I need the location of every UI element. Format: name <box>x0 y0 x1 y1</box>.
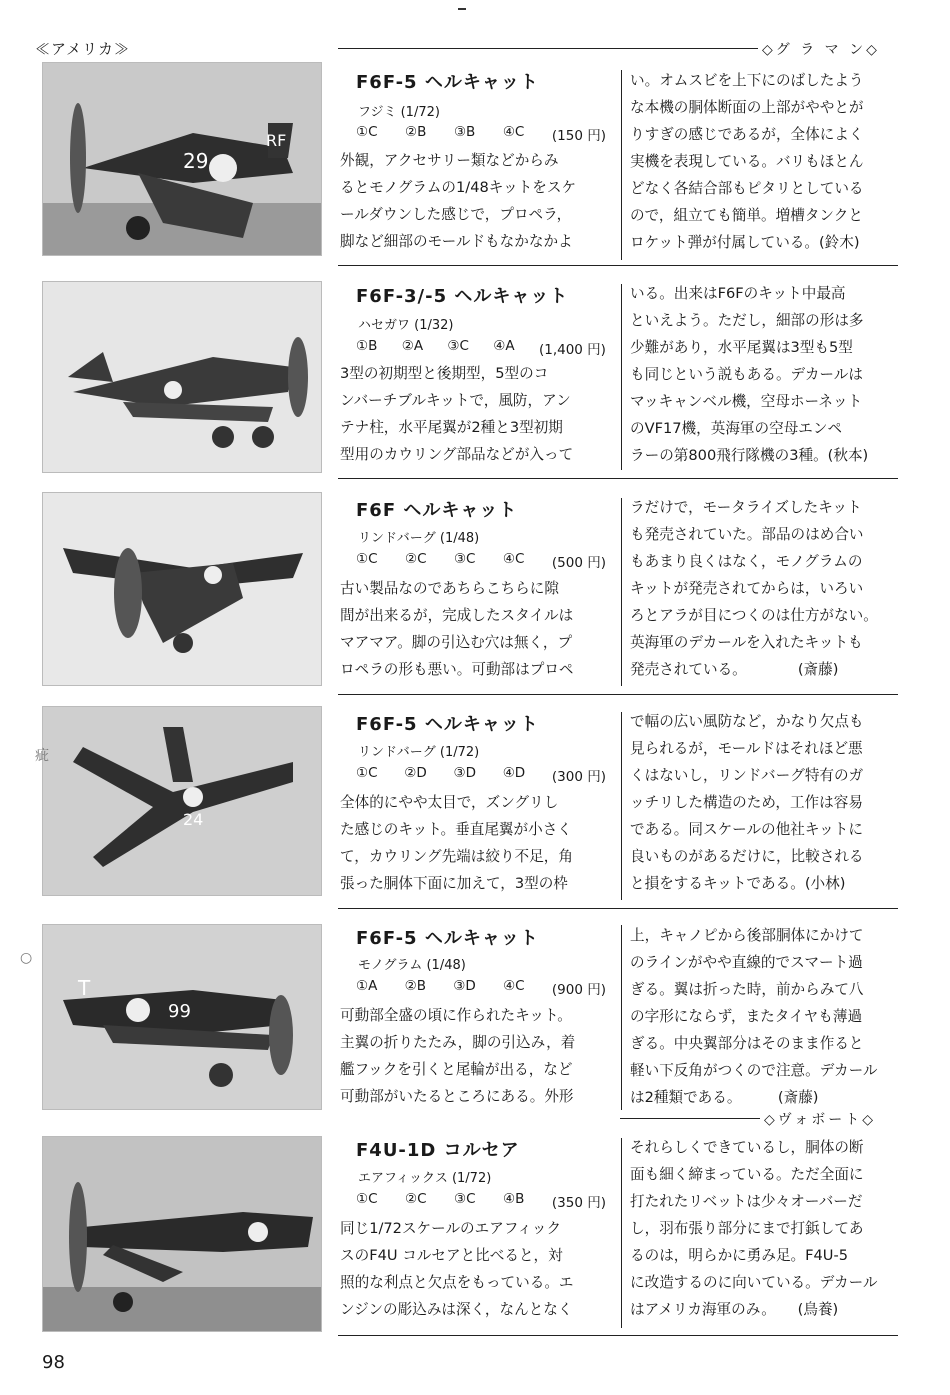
entry-body-left: 可動部全盛の頃に作られたキット。 主翼の折りたたみ，脚の引込み，着 艦フックを引くと尾輪が出る，など 可動部がいたるところにある。外形 <box>340 1007 576 1105</box>
aircraft-photo-f6f-lindberg-48 <box>42 492 322 686</box>
rating: ②D <box>404 765 427 781</box>
scan-mark: 疵 <box>35 748 49 764</box>
marking-99: 99 <box>168 1001 191 1022</box>
price: (1,400 円) <box>538 342 606 358</box>
rating: ①A <box>356 978 378 994</box>
marking-29: 29 <box>183 149 209 173</box>
top-print-mark <box>458 8 466 10</box>
rating: ③D <box>453 765 476 781</box>
column-divider <box>621 712 622 900</box>
scan-mark: ○ <box>20 950 33 966</box>
rating: ①B <box>356 338 378 354</box>
entry-body-right: で幅の広い風防など，かなり欠点も 見られるが，モールドはそれほど悪 くはないし，リンドバーグ特有のガ ッチリした構造のため，工作は容易 である。同スケールの他社キットに 良いものがあるだけに，比較される と損をするキットである。(小林) <box>630 713 864 892</box>
rating: ③C <box>453 551 476 567</box>
rating: ④C <box>502 124 525 140</box>
rating: ③C <box>454 1191 476 1207</box>
aircraft-photo-f4u1d-airfix <box>42 1136 322 1332</box>
marking-24: 24 <box>183 810 204 829</box>
entry-body-left: 古い製品なのであちらこちらに隙 間が出来るが，完成したスタイルは マアマア。脚の引込む穴は無く，プ ロペラの形も悪い。可動部はプロペ <box>340 580 574 678</box>
rating: ④B <box>503 1191 525 1207</box>
entry-maker: リンドバーグ (1/72) <box>358 745 480 760</box>
entry-ratings <box>356 338 606 358</box>
page-number: 98 <box>42 1352 65 1373</box>
entry-body-right: それらしくできているし，胴体の断 面も細く締まっている。ただ全面に 打たれたリベットは少々オーバーだ し，羽布張り部分にまで打鋲してあ るのは，明らかに勇み足。F4U-5 に改造するのに向いている。デカール はアメリカ海軍のみ。 (鳥養) <box>630 1139 878 1318</box>
rating: ④D <box>502 765 526 781</box>
region-label: ≪アメリカ≫ <box>35 40 130 58</box>
vought-rule <box>620 1118 760 1119</box>
entry-title: F4U-1D コルセア <box>356 1140 520 1161</box>
rating: ②C <box>404 551 427 567</box>
entry-maker: エアフィックス (1/72) <box>358 1171 492 1186</box>
rating: ①C <box>356 124 378 140</box>
entry-separator <box>338 1335 898 1336</box>
entry-ratings <box>356 551 606 571</box>
column-divider <box>621 1138 622 1328</box>
rating: ④C <box>502 551 525 567</box>
entry-body-left: 3型の初期型と後期型，5型のコ ンバーチブルキットで，風防，アン テナ柱，水平尾翼が2種と3型初期 型用のカウリング部品などが入って <box>340 365 574 463</box>
entry-title: F6F-5 ヘルキャット <box>356 714 539 735</box>
entry-ratings <box>356 978 606 998</box>
entry-ratings <box>356 124 606 144</box>
manufacturer-label-grumman: ◇グ ラ マ ン◇ <box>758 39 880 59</box>
entry-separator <box>338 694 898 695</box>
aircraft-photo-f6f5-monogram <box>42 924 322 1110</box>
header-rule <box>338 48 758 49</box>
rating: ④C <box>503 978 525 994</box>
entry-body-right: ラだけで，モータライズしたキット も発売されていた。部品のはめ合い もあまり良くはなく，モノグラムの キットが発売されてからは，いろい ろとアラが目につくのは仕方がない。 英海軍のデカールを入れたキットも 発売されている。 (斎藤) <box>630 499 878 678</box>
rating: ②A <box>401 338 424 354</box>
entry-maker: ハセガワ (1/32) <box>358 318 454 333</box>
marking-t: T <box>78 976 91 1000</box>
rating: ①C <box>356 765 378 781</box>
rating: ①C <box>356 1191 378 1207</box>
rating: ①C <box>356 551 378 567</box>
entry-body-left: 同じ1/72スケールのエアフィック スのF4U コルセアと比べると，対 照的な利点と欠点をもっている。エ ンジンの彫込みは深く，なんとなく <box>340 1220 574 1318</box>
entry-ratings <box>356 765 606 785</box>
entry-body-right: い。オムスビを上下にのばしたよう な本機の胴体断面の上部がややとが りすぎの感じであるが，全体によく 実機を表現している。バリもほとん どなく各結合部もピタリとしている ので，組立ても簡単。増槽タンクと ロケット弾が付属している。(鈴木) <box>630 72 864 251</box>
entry-separator <box>338 908 898 909</box>
aircraft-photo-f6f5-fujimi <box>42 62 322 256</box>
entry-title: F6F ヘルキャット <box>356 500 518 521</box>
price: (300 円) <box>551 769 606 785</box>
column-divider <box>621 925 622 1110</box>
entry-body-left: 全体的にやや太目で，ズングリし た感じのキット。垂直尾翼が小さく て，カウリング先端は絞り不足，角 張った胴体下面に加えて，3型の枠 <box>340 794 573 892</box>
entry-ratings <box>356 1191 606 1211</box>
marking-rf: RF <box>266 131 287 150</box>
entry-separator <box>338 478 898 479</box>
rating: ③C <box>447 338 469 354</box>
entry-body-right: 上，キャノピから後部胴体にかけて のラインがやや直線的でスマート過 ぎる。翼は折った時，前からみて八 の字形にならず，またタイヤも薄過 ぎる。中央翼部分はそのまま作ると 軽い下反角がつくので注意。デカール は2種類である。 (斎藤) <box>630 927 878 1106</box>
entry-title: F6F-5 ヘルキャット <box>356 928 539 949</box>
entry-title: F6F-5 ヘルキャット <box>356 72 539 93</box>
entry-title: F6F-3/-5 ヘルキャット <box>356 286 569 307</box>
entry-body-right: いる。出来はF6Fのキット中最高 といえよう。ただし，細部の形は多 少難があり，水平尾翼は3型も5型 も同じという説もある。デカールは マッキャンベル機，空母ホーネット のVF17機，英海軍の空母エンペ ラーの第800飛行隊機の3種。(秋本) <box>630 285 869 464</box>
column-divider <box>621 284 622 470</box>
entry-body-left: 外観，アクセサリー類などからみ るとモノグラムの1/48キットをスケ ールダウンした感じで，プロペラ， 脚など細部のモールドもなかなかよ <box>340 152 577 250</box>
entry-separator <box>338 265 898 266</box>
price: (150 円) <box>551 128 606 144</box>
rating: ②C <box>405 1191 427 1207</box>
column-divider <box>621 498 622 686</box>
entry-maker: モノグラム (1/48) <box>358 958 466 973</box>
rating: ②B <box>405 124 427 140</box>
price: (350 円) <box>551 1195 606 1211</box>
price: (500 円) <box>551 555 606 571</box>
price: (900 円) <box>551 982 606 998</box>
entry-maker: フジミ (1/72) <box>358 105 440 120</box>
aircraft-photo-f6f3-hasegawa <box>42 281 322 473</box>
rating: ③B <box>453 124 476 140</box>
aircraft-photo-f6f5-lindberg-72 <box>42 706 322 896</box>
rating: ③D <box>453 978 476 994</box>
column-divider <box>621 70 622 260</box>
rating: ②B <box>404 978 426 994</box>
entry-maker: リンドバーグ (1/48) <box>358 531 480 546</box>
rating: ④A <box>493 338 515 354</box>
manufacturer-label-vought: ◇ヴォボート◇ <box>760 1109 876 1129</box>
